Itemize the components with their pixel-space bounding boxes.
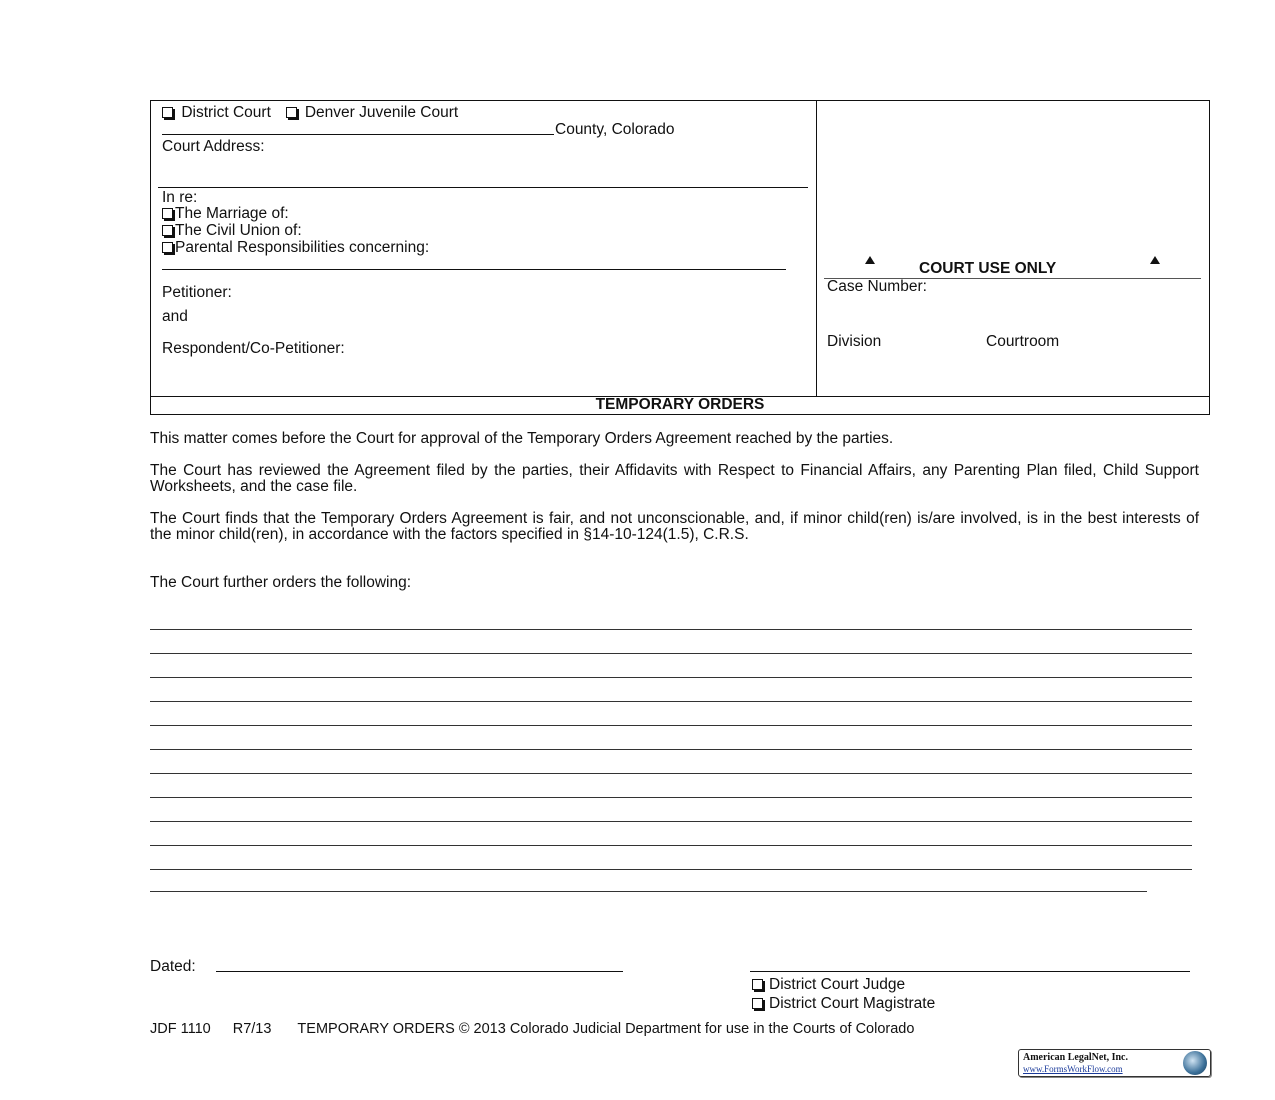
civil-union-checkbox[interactable] xyxy=(162,225,173,236)
court-type-row xyxy=(162,104,458,121)
date-blank[interactable] xyxy=(216,971,623,972)
division-label: Division xyxy=(827,333,882,350)
magistrate-label: District Court Magistrate xyxy=(769,995,936,1012)
caption-box xyxy=(150,100,1210,415)
court-address-label: Court Address: xyxy=(162,138,265,155)
paragraph-orders: The Court further orders the following: xyxy=(150,574,412,591)
parental-checkbox[interactable] xyxy=(162,242,173,253)
order-line[interactable] xyxy=(150,653,1192,654)
magistrate-option xyxy=(752,995,935,1012)
signature-line[interactable] xyxy=(750,971,1190,972)
order-line[interactable] xyxy=(150,821,1192,822)
marriage-option xyxy=(162,205,289,222)
judge-option xyxy=(752,976,905,993)
address-rule xyxy=(158,187,808,188)
judge-checkbox[interactable] xyxy=(752,979,763,990)
globe-icon xyxy=(1183,1051,1207,1075)
respondent-label: Respondent/Co-Petitioner: xyxy=(162,340,345,357)
marriage-checkbox[interactable] xyxy=(162,208,173,219)
paragraph-approval: This matter comes before the Court for approval of the Temporary Orders Agreement reached by the parties. xyxy=(150,430,894,447)
logo-company-name: American LegalNet, Inc. xyxy=(1023,1052,1128,1063)
case-number-label: Case Number: xyxy=(827,278,927,295)
american-legalnet-logo[interactable] xyxy=(1018,1049,1211,1077)
footer-text: TEMPORARY ORDERS © 2013 Colorado Judicial Department for use in the Courts of Colorado xyxy=(297,1021,915,1037)
dated-label: Dated: xyxy=(150,958,196,975)
order-line[interactable] xyxy=(150,797,1192,798)
county-blank[interactable] xyxy=(162,134,554,135)
order-line[interactable] xyxy=(150,773,1192,774)
parental-label: Parental Responsibilities concerning: xyxy=(175,239,430,256)
caption-divider xyxy=(816,100,817,396)
order-line[interactable] xyxy=(150,701,1192,702)
order-line[interactable] xyxy=(150,629,1192,630)
order-line[interactable] xyxy=(150,725,1192,726)
order-line[interactable] xyxy=(150,891,1147,892)
courtroom-label: Courtroom xyxy=(986,333,1060,350)
document-title: TEMPORARY ORDERS xyxy=(595,396,765,413)
county-suffix: County, Colorado xyxy=(555,121,675,138)
order-line[interactable] xyxy=(150,749,1192,750)
paragraph-findings: The Court finds that the Temporary Orders Agreement is fair, and not unconscionable, and, if minor child(ren) is/are involved, is in the best interests of the minor child(ren), in accordance with the factors specified in §14-10-124(1.5), C.R.S. xyxy=(150,510,1199,543)
form-id: JDF 1110 xyxy=(150,1021,211,1037)
district-court-label: District Court xyxy=(181,104,271,121)
order-line[interactable] xyxy=(150,869,1192,870)
judge-label: District Court Judge xyxy=(769,976,906,993)
order-line[interactable] xyxy=(150,677,1192,678)
form-footer xyxy=(150,1021,914,1038)
denver-juvenile-court-label: Denver Juvenile Court xyxy=(304,104,459,121)
and-label: and xyxy=(162,308,188,325)
petitioner-label: Petitioner: xyxy=(162,284,232,301)
court-use-only-title: COURT USE ONLY xyxy=(919,260,1057,277)
in-re-label: In re: xyxy=(162,189,198,206)
up-arrow-icon xyxy=(865,256,875,264)
civil-union-label: The Civil Union of: xyxy=(175,222,302,239)
paragraph-review: The Court has reviewed the Agreement filed by the parties, their Affidavits with Respect to Financial Affairs, any Parenting Plan filed, Child Support Worksheets, and the case file. xyxy=(150,462,1199,495)
parental-option xyxy=(162,239,429,256)
district-court-checkbox[interactable] xyxy=(162,107,173,118)
civil-union-option xyxy=(162,222,302,239)
magistrate-checkbox[interactable] xyxy=(752,998,763,1009)
up-arrow-icon xyxy=(1150,256,1160,264)
form-revision: R7/13 xyxy=(232,1021,272,1037)
parties-names-blank[interactable] xyxy=(162,269,786,270)
logo-url-link[interactable]: www.FormsWorkFlow.com xyxy=(1023,1064,1123,1074)
denver-juvenile-court-checkbox[interactable] xyxy=(286,107,297,118)
order-line[interactable] xyxy=(150,845,1192,846)
marriage-label: The Marriage of: xyxy=(175,205,289,222)
